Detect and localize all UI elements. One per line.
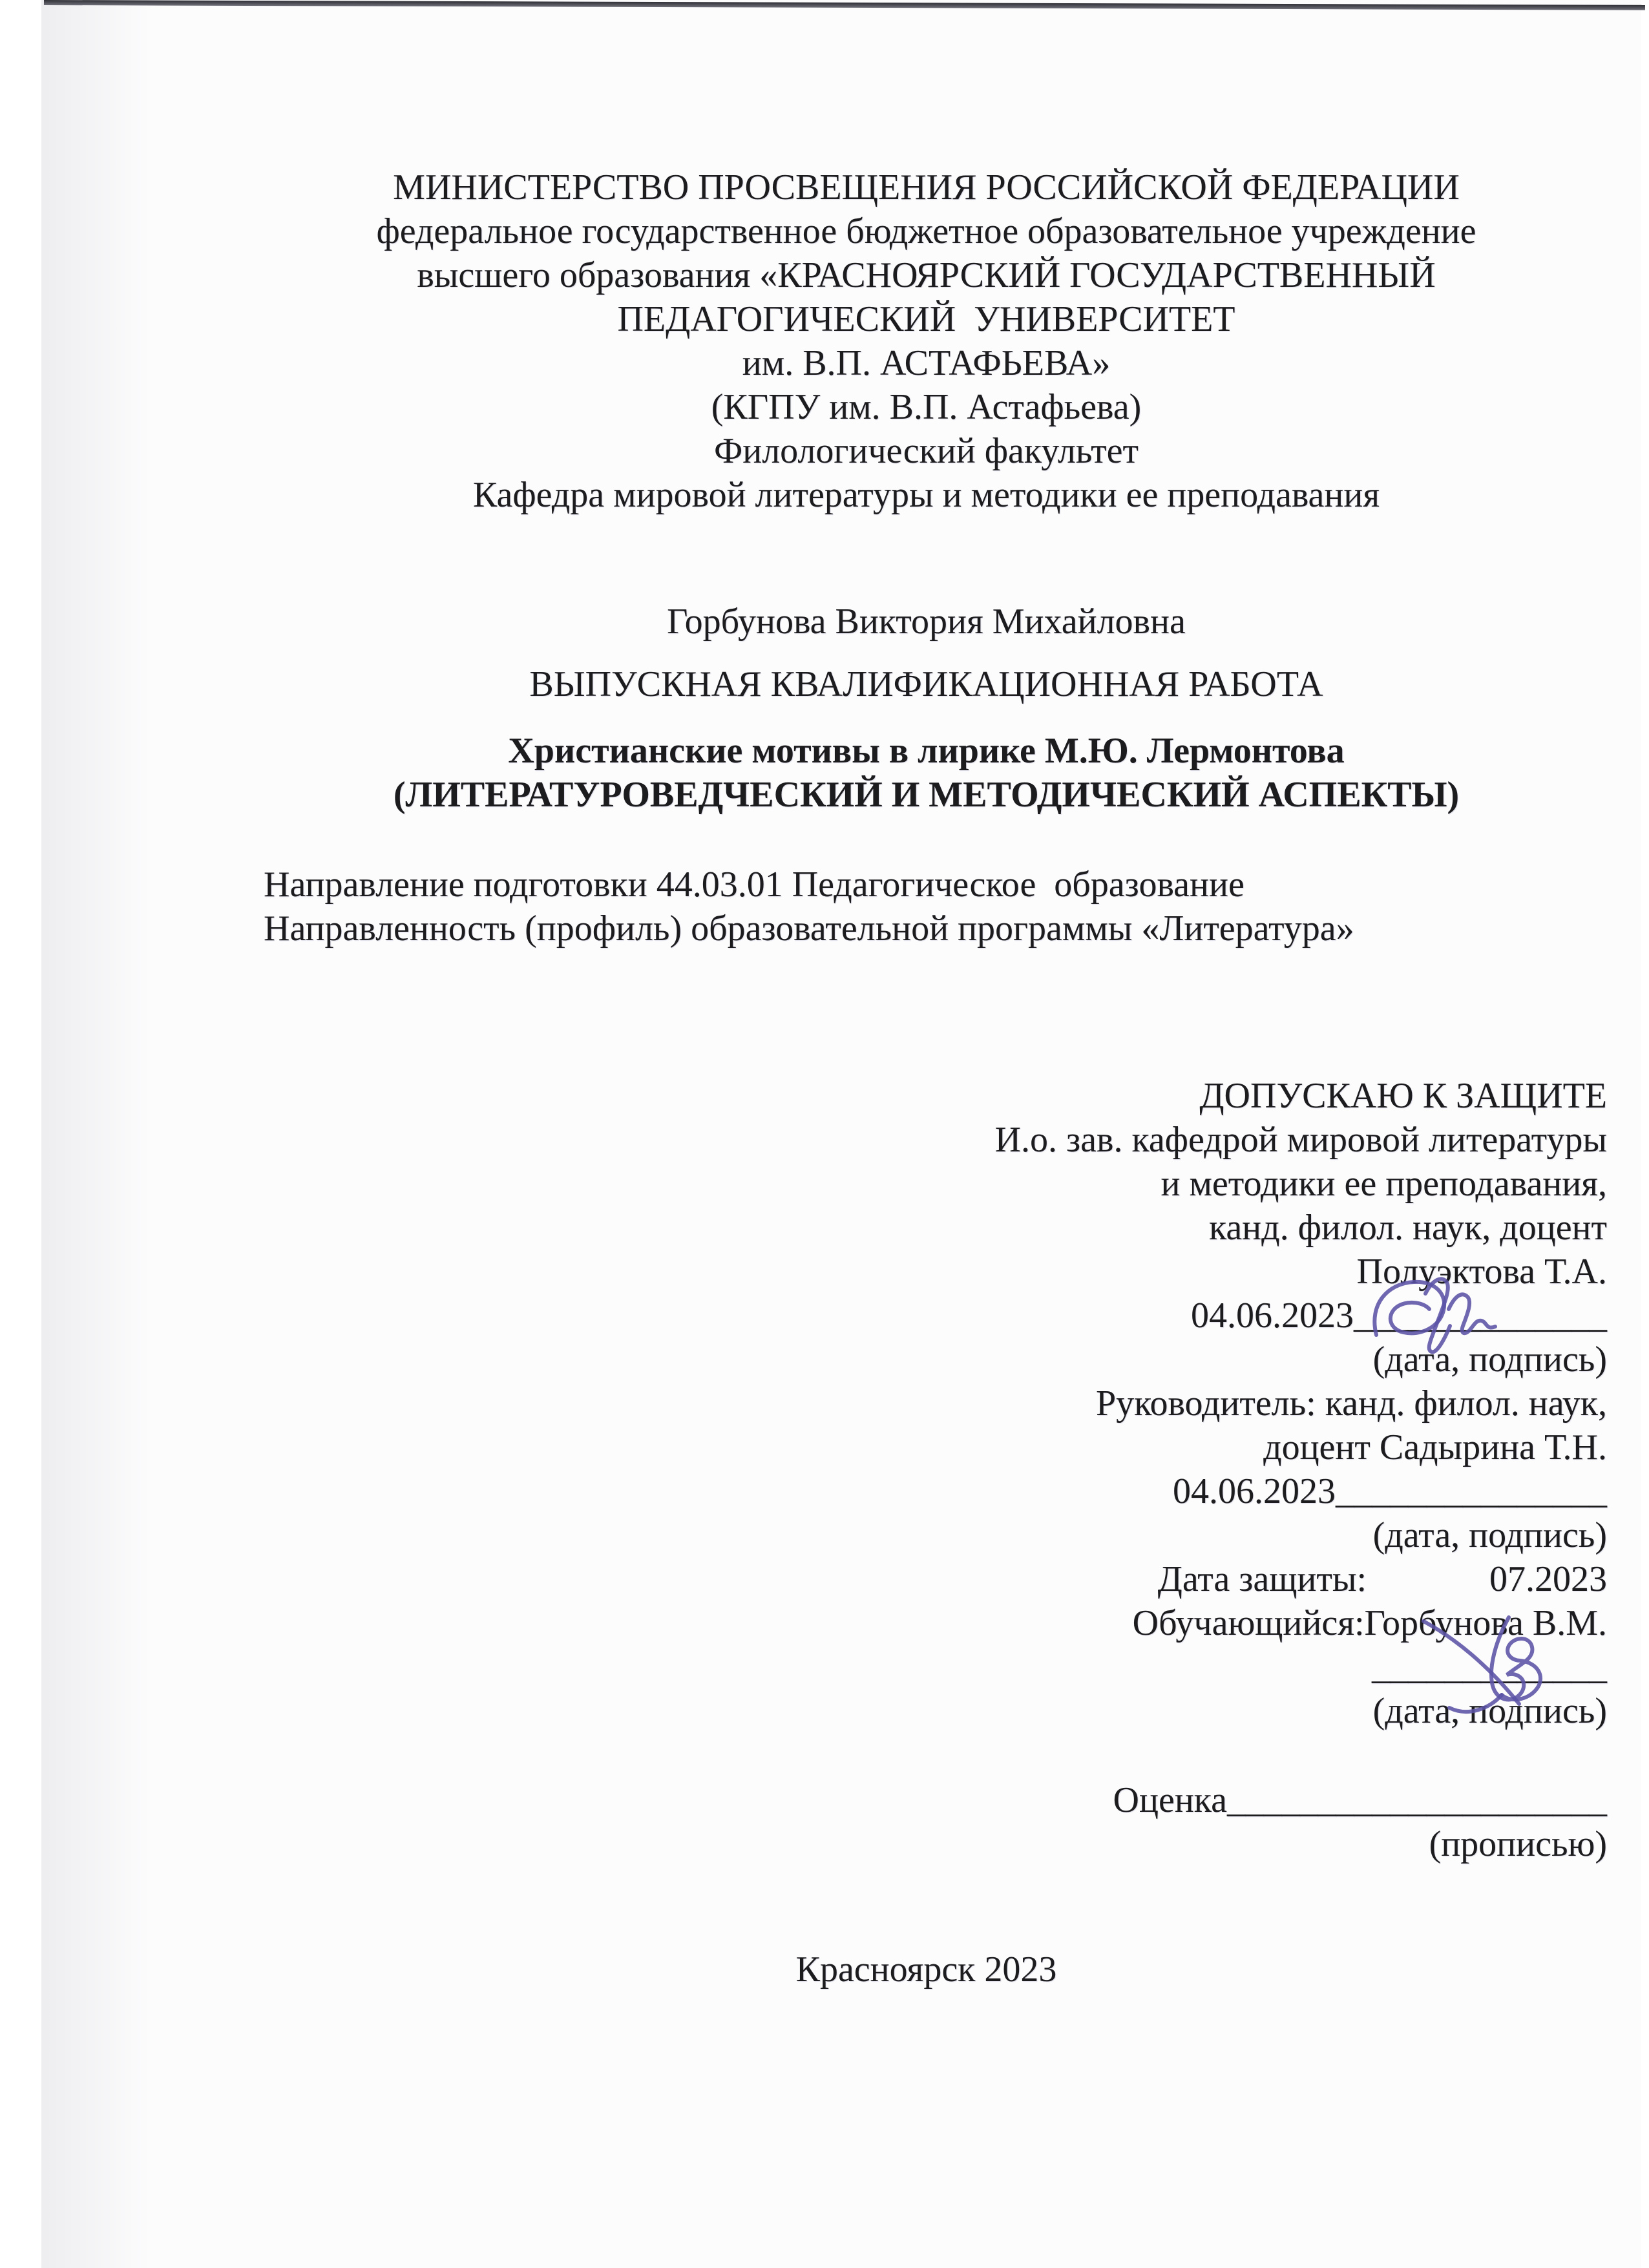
author-name: Горбунова Виктория Михайловна — [667, 602, 1186, 642]
date-signature-caption-1: (дата, подпись) — [1372, 1339, 1607, 1380]
thesis-title-line-1: Христианские мотивы в лирике М.Ю. Лермонтова — [508, 731, 1345, 771]
supervisor-line-1: Руководитель: канд. филол. наук, — [1095, 1383, 1607, 1423]
grade-label: Оценка — [1113, 1780, 1227, 1820]
supervisor-date-signature-line — [246, 1469, 1607, 1513]
thesis-title-line-2: (ЛИТЕРАТУРОВЕДЧЕСКИЙ И МЕТОДИЧЕСКИЙ АСПЕКТЫ) — [393, 775, 1460, 815]
defense-date-value: 07.2023 — [1489, 1559, 1607, 1599]
approval-block — [246, 1074, 1607, 1733]
head-date: 04.06.2023 — [1191, 1296, 1354, 1336]
author-block — [246, 600, 1607, 644]
institution-line-2: высшего образования «КРАСНОЯРСКИЙ ГОСУДАРСТВЕННЫЙ — [417, 255, 1436, 295]
head-position-line-1: И.о. зав. кафедрой мировой литературы — [994, 1120, 1607, 1160]
supervisor-date: 04.06.2023 — [1173, 1471, 1336, 1511]
program-block — [246, 863, 1607, 950]
work-type-block — [246, 662, 1607, 706]
thesis-title-block — [246, 729, 1607, 817]
grade-line — [246, 1778, 1607, 1822]
supervisor-signature-blank: _______________ — [1336, 1471, 1607, 1511]
program-profile: Направленность (профиль) образовательной программы «Литература» — [264, 908, 1354, 949]
head-position-line-3: канд. филол. наук, доцент — [1208, 1208, 1607, 1248]
student-signature-blank-line — [246, 1645, 1607, 1689]
city-year-block — [246, 1948, 1607, 1991]
head-signature-blank: ______________ — [1354, 1296, 1607, 1336]
program-direction: Направление подготовки 44.03.01 Педагогическое образование — [264, 865, 1245, 905]
institution-line-3: ПЕДАГОГИЧЕСКИЙ УНИВЕРСИТЕТ — [617, 299, 1235, 339]
permit-heading: ДОПУСКАЮ К ЗАЩИТЕ — [1199, 1076, 1607, 1116]
student-signature — [1412, 1612, 1566, 1725]
defense-date-line — [246, 1557, 1607, 1601]
head-position-line-2: и методики ее преподавания, — [1161, 1164, 1607, 1204]
city-year: Красноярск 2023 — [795, 1949, 1057, 1990]
head-name: Полуэктова Т.А. — [1356, 1252, 1607, 1292]
institution-line-1: федеральное государственное бюджетное образовательное учреждение — [376, 211, 1476, 251]
faculty-name: Филологический факультет — [714, 431, 1139, 471]
student-line: Обучающийся:Горбунова В.М. — [1132, 1603, 1607, 1643]
work-type: ВЫПУСКНАЯ КВАЛИФИКАЦИОННАЯ РАБОТА — [529, 664, 1323, 704]
supervisor-line-2: доцент Садырина Т.Н. — [1263, 1427, 1607, 1467]
institution-line-4: им. В.П. АСТАФЬЕВА» — [742, 343, 1111, 383]
defense-date-label: Дата защиты: — [1157, 1559, 1367, 1599]
scan-right-margin — [1641, 0, 1649, 2268]
university-header — [246, 165, 1607, 517]
date-signature-caption-3: (дата, подпись) — [1372, 1691, 1607, 1731]
student-signature-blank: _____________ — [1372, 1647, 1607, 1687]
grade-caption: (прописью) — [1429, 1824, 1607, 1864]
scan-top-edge-line — [44, 0, 1645, 10]
scan-left-margin — [0, 0, 41, 2268]
department-name: Кафедра мировой литературы и методики ее преподавания — [472, 475, 1380, 515]
grade-block — [246, 1778, 1607, 1866]
institution-short-name: (КГПУ им. В.П. Астафьева) — [711, 387, 1142, 427]
head-signature — [1363, 1270, 1506, 1369]
scan-left-shadow — [41, 0, 151, 2268]
ministry-line: МИНИСТЕРСТВО ПРОСВЕЩЕНИЯ РОССИЙСКОЙ ФЕДЕРАЦИИ — [393, 167, 1460, 207]
grade-blank: _____________________ — [1227, 1780, 1607, 1820]
date-signature-caption-2: (дата, подпись) — [1372, 1515, 1607, 1555]
